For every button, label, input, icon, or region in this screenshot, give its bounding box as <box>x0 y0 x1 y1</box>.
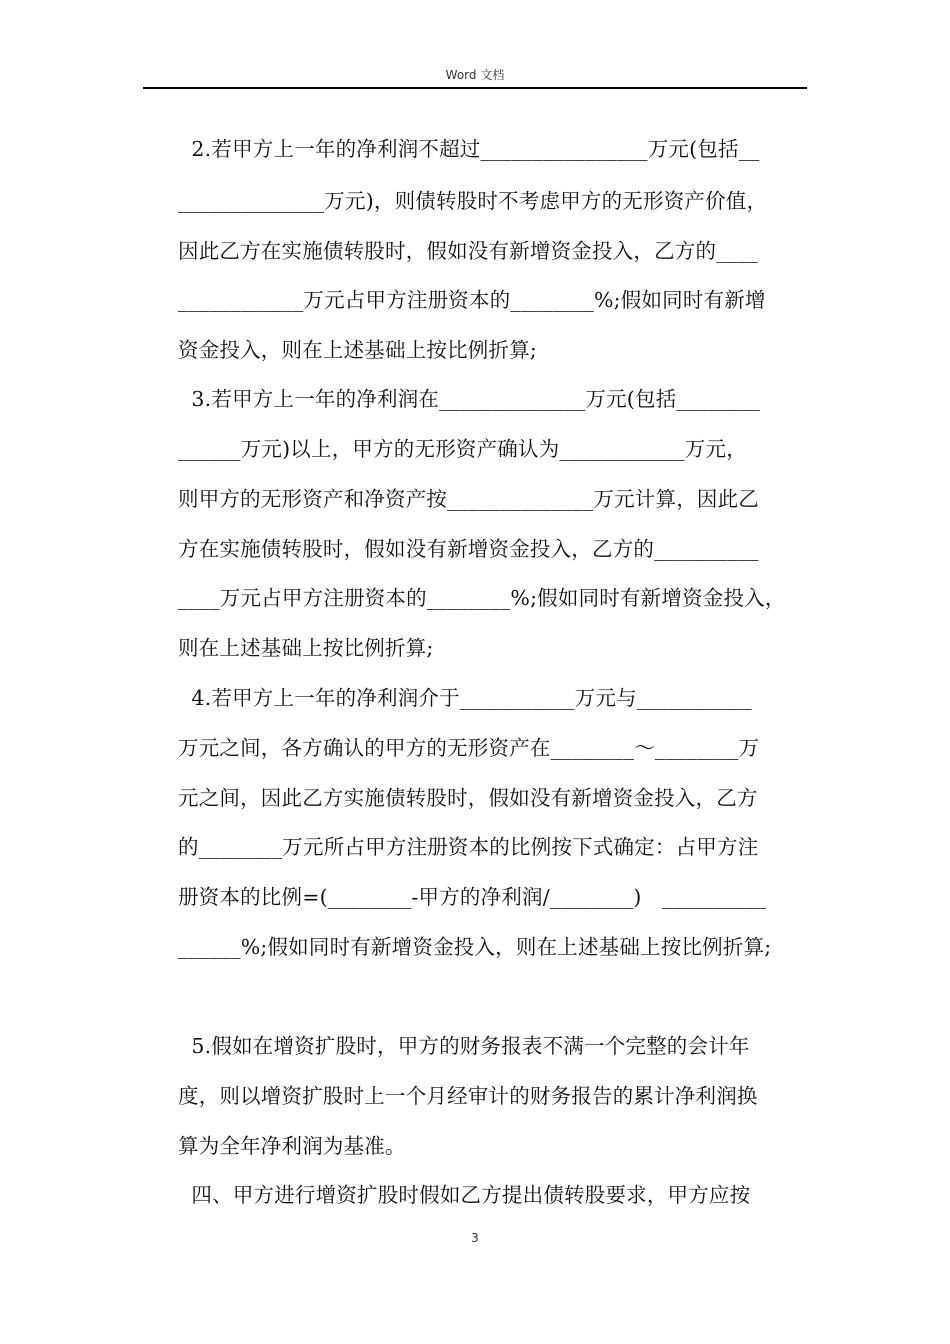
body-line: 3.若甲方上一年的净利润在______________万元(包括________ <box>178 387 760 411</box>
body-line: 四、甲方进行增资扩股时假如乙方提出债转股要求，甲方应按 <box>178 1183 751 1207</box>
body-line: ____________万元占甲方注册资本的________%;假如同时有新增 <box>178 288 766 312</box>
body-line: 因此乙方在实施债转股时，假如没有新增资金投入，乙方的____ <box>178 239 758 263</box>
body-line: 算为全年净利润为基准。 <box>178 1134 406 1158</box>
body-line: 册资本的比例=(________-甲方的净利润/________) __________ <box>178 885 767 909</box>
body-line: ______万元)以上，甲方的无形资产确认为____________万元， <box>178 437 747 461</box>
body-line: 万元之间，各方确认的甲方的无形资产在________～________万 <box>178 736 760 760</box>
document-header: Word 文档 <box>445 68 505 82</box>
body-line: 4.若甲方上一年的净利润介于___________万元与___________ <box>178 686 752 710</box>
header-divider <box>143 87 807 89</box>
body-line: 方在实施债转股时，假如没有新增资金投入，乙方的__________ <box>178 537 759 561</box>
body-line: 资金投入，则在上述基础上按比例折算; <box>178 338 538 362</box>
body-line: 度，则以增资扩股时上一个月经审计的财务报告的累计净利润换 <box>178 1084 758 1108</box>
page-number: 3 <box>471 1231 479 1245</box>
body-line: 的________万元所占甲方注册资本的比例按下式确定：占甲方注 <box>178 835 759 859</box>
body-line: 则甲方的无形资产和净资产按______________万元计算，因此乙 <box>178 487 759 511</box>
body-line: 元之间，因此乙方实施债转股时，假如没有新增资金投入，乙方 <box>178 786 758 810</box>
body-line: ______%;假如同时有新增资金投入，则在上述基础上按比例折算; <box>178 935 772 959</box>
body-line: ____万元占甲方注册资本的________%;假如同时有新增资金投入， <box>178 586 786 610</box>
body-line: 则在上述基础上按比例折算; <box>178 636 434 660</box>
body-line: ______________万元)，则债转股时不考虑甲方的无形资产价值， <box>178 189 768 213</box>
body-line: 5.假如在增资扩股时，甲方的财务报表不满一个完整的会计年 <box>178 1034 750 1058</box>
body-line: 2.若甲方上一年的净利润不超过________________万元(包括__ <box>178 137 760 161</box>
